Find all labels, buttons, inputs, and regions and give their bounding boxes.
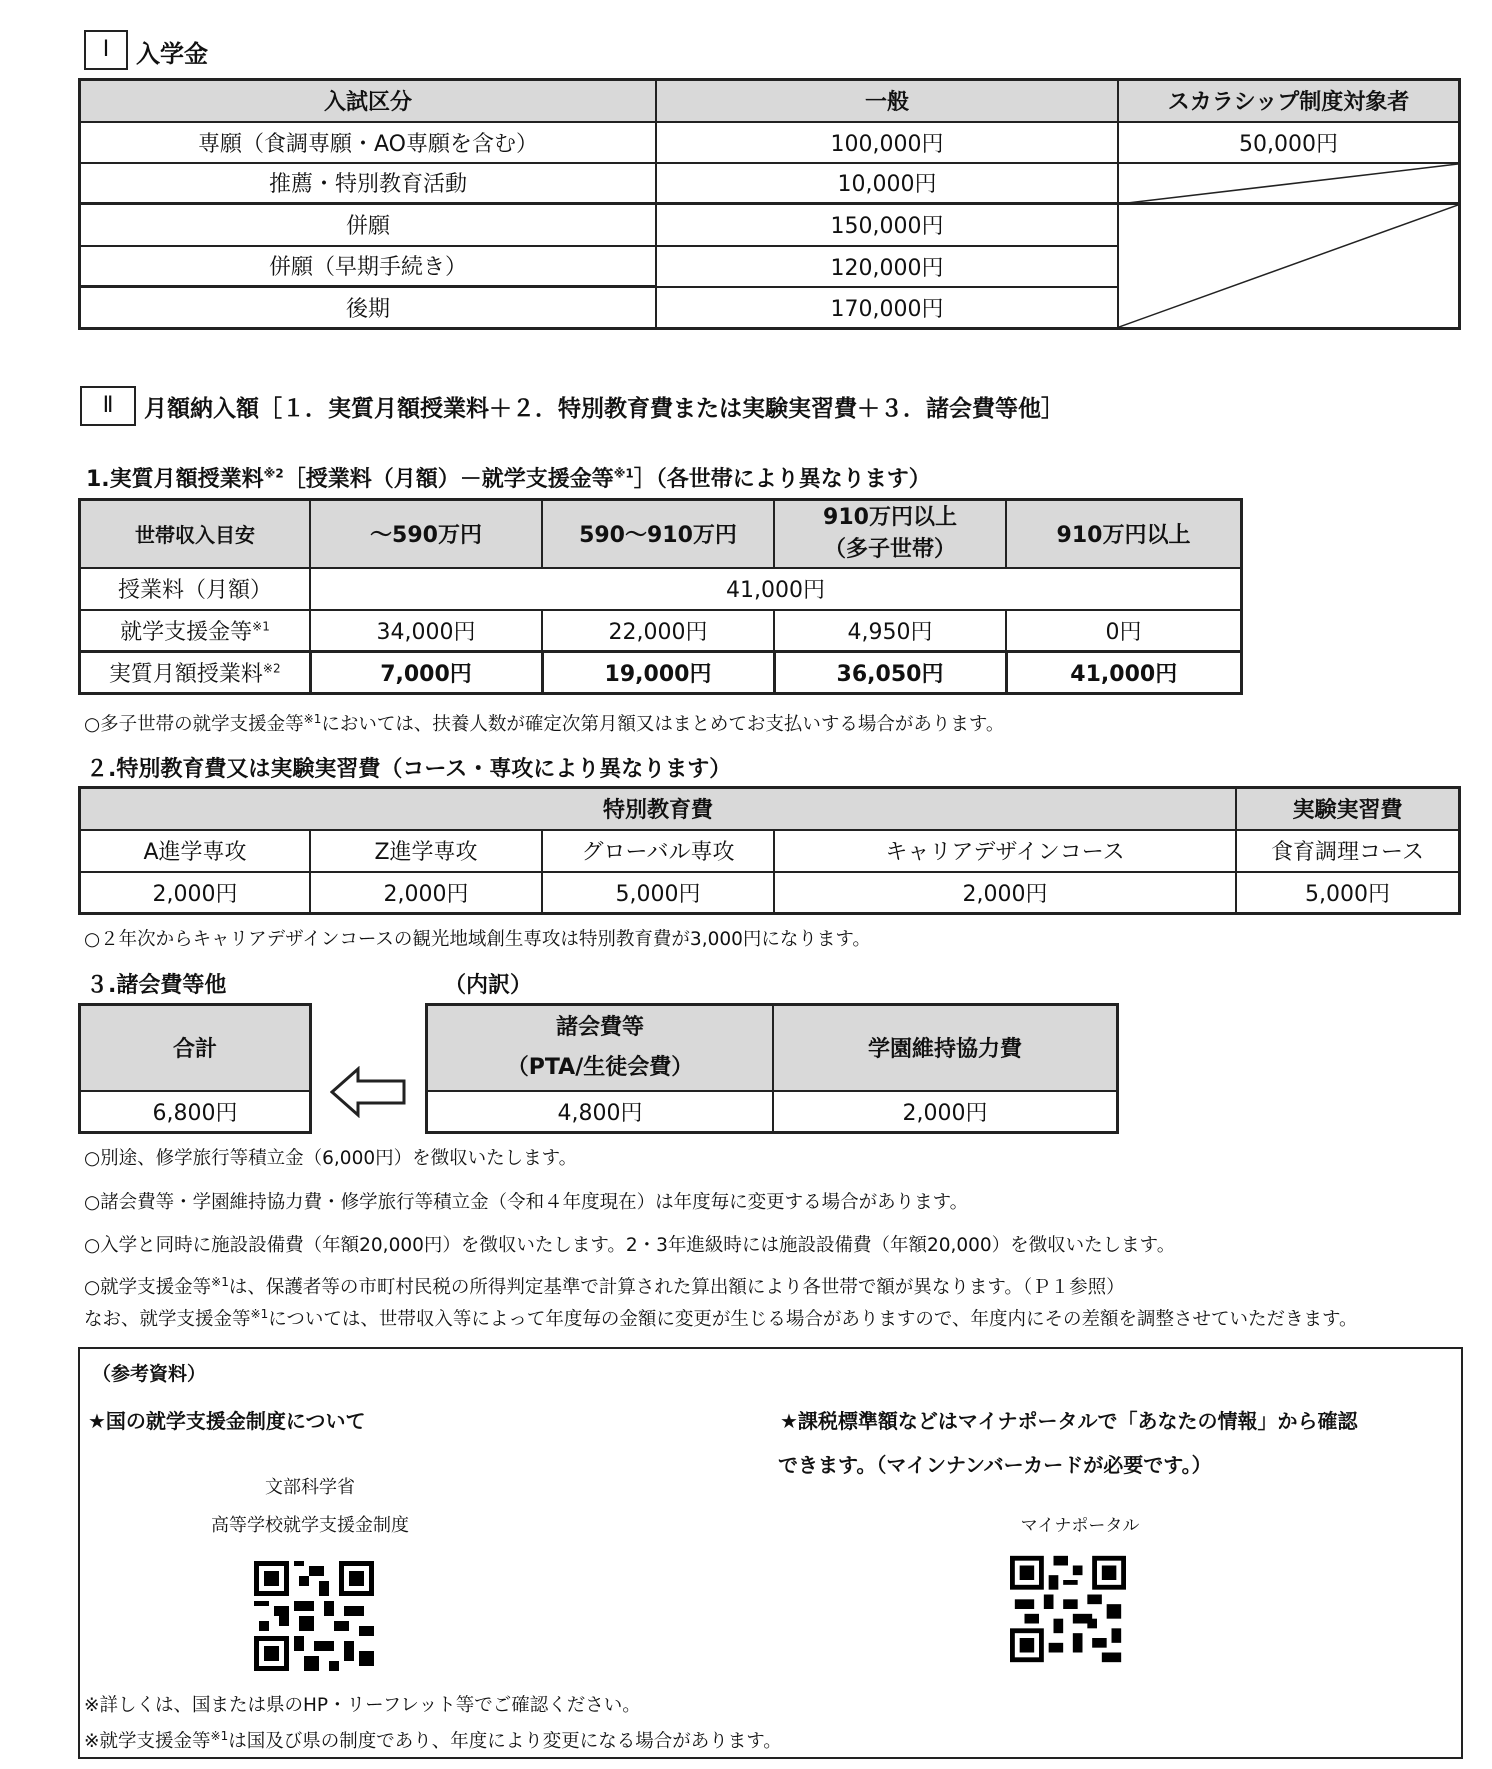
table-row: [80, 830, 1460, 872]
reference-left-heading: ★国の就学支援金制度について: [88, 1409, 366, 1433]
note-text: については、世帯収入等によって年度毎の金額に変更が生じる場合がありますので、年度内にその差額を調整させていただきます。: [268, 1309, 1358, 1330]
support-value: 4,950円: [774, 610, 1006, 652]
table-row: [80, 872, 1460, 914]
entrance-fee-table: [78, 78, 1461, 330]
course-amount: 2,000円: [774, 872, 1236, 914]
actual-value: 36,050円: [774, 652, 1006, 694]
section-number-2: Ⅱ: [80, 386, 136, 426]
breakdown-label: （内訳）: [444, 973, 533, 998]
row-general: 170,000円: [656, 287, 1118, 329]
special-fee-table: [78, 786, 1461, 915]
row-label: [80, 652, 311, 694]
maintenance-value: 2,000円: [773, 1091, 1118, 1133]
header-maintenance: 学園維持協力費: [773, 1005, 1118, 1091]
note-text: ○多子世帯の就学支援金等: [84, 714, 304, 735]
tuition-note: [84, 710, 1004, 736]
diagonal-cell: [1118, 204, 1460, 329]
header-income: 世帯収入目安: [80, 500, 311, 568]
support-value: 0円: [1006, 610, 1242, 652]
left-arrow-icon: [330, 1066, 408, 1118]
row-label: 推薦・特別教育活動: [80, 163, 657, 204]
course-amount: 5,000円: [542, 872, 774, 914]
footnote-mark: ※1: [250, 1306, 269, 1321]
fee-value: 4,800円: [427, 1091, 774, 1133]
reference-box: [78, 1347, 1463, 1759]
row-label: 併願（早期手続き）: [80, 246, 657, 287]
note-3: ○入学と同時に施設設備費（年額20,000円）を徴収いたします。2・3年進級時には施設設備費（年額20,000）を徴収いたします。: [84, 1235, 1176, 1256]
header-line: 910万円以上: [823, 504, 957, 530]
reference-right-heading-2: できます。（マインナンバーカードが必要です。）: [778, 1453, 1212, 1477]
table-row: [80, 204, 1460, 246]
table-row: [80, 163, 1460, 204]
reference-left-line2: 高等学校就学支援金制度: [211, 1515, 409, 1536]
heading-text: ［授業料（月額）－就学支援金等: [283, 467, 614, 492]
note-text: ○就学支援金等: [84, 1277, 212, 1298]
table-row: [80, 652, 1242, 694]
row-general: 10,000円: [656, 163, 1118, 204]
header-income-1: ～590万円: [310, 500, 542, 568]
course-amount: 5,000円: [1236, 872, 1460, 914]
header-income-4: 910万円以上: [1006, 500, 1242, 568]
course-name: キャリアデザインコース: [774, 830, 1236, 872]
reference-right-heading-1: ★課税標準額などはマイナポータルで「あなたの情報」から確認: [780, 1409, 1358, 1433]
note-text: ※就学支援金等: [84, 1731, 211, 1752]
course-amount: 2,000円: [80, 872, 311, 914]
note-5: [84, 1305, 1358, 1331]
header-line: （PTA/生徒会費）: [506, 1054, 694, 1080]
note-text: は国及び県の制度であり、年度により変更になる場合があります。: [228, 1731, 782, 1752]
course-name: 食育調理コース: [1236, 830, 1460, 872]
label-text: 実質月額授業料: [108, 662, 263, 687]
note-text: なお、就学支援金等: [84, 1309, 251, 1330]
header-scholarship: スカラシップ制度対象者: [1118, 80, 1460, 122]
row-scholarship: 50,000円: [1118, 122, 1460, 163]
total-value: 6,800円: [80, 1091, 311, 1133]
row-general: 100,000円: [656, 122, 1118, 163]
header-income-3: [774, 500, 1006, 568]
table-row: [80, 122, 1460, 163]
row-label: 後期: [80, 287, 657, 329]
row-label: 併願: [80, 204, 657, 246]
note-text: は、保護者等の市町村民税の所得判定基準で計算された算出額により各世帯で額が異なります。（Ｐ１参照）: [228, 1277, 1125, 1298]
footnote-mark: ※1: [211, 1274, 229, 1289]
breakdown-table: [425, 1003, 1119, 1134]
header-line: （多子世帯）: [823, 536, 956, 562]
course-name: グローバル専攻: [542, 830, 774, 872]
row-label: [80, 610, 311, 652]
note-1: ○別途、修学旅行等積立金（6,000円）を徴収いたします。: [84, 1148, 578, 1169]
header-fees: [427, 1005, 774, 1091]
section-number-1: Ⅰ: [84, 30, 128, 70]
total-table: [78, 1003, 312, 1134]
note-text: においては、扶養人数が確定次第月額又はまとめてお支払いする場合があります。: [321, 714, 1005, 735]
row-general: 120,000円: [656, 246, 1118, 287]
row-label: 専願（食調専願・AO専願を含む）: [80, 122, 657, 163]
header-special-education: 特別教育費: [80, 788, 1237, 830]
table-row: [80, 610, 1242, 652]
special-fee-heading: ２.特別教育費又は実験実習費（コース・専攻により異なります）: [86, 757, 732, 782]
note-4: [84, 1273, 1125, 1299]
heading-text: 1.実質月額授業料: [86, 467, 264, 492]
section-title-1: 入学金: [136, 40, 208, 68]
diagonal-cell: [1118, 163, 1460, 204]
course-name: Z進学専攻: [310, 830, 542, 872]
qr-code-icon[interactable]: [254, 1561, 374, 1671]
header-income-2: 590～910万円: [542, 500, 774, 568]
note-2: ○諸会費等・学園維持協力費・修学旅行等積立金（令和４年度現在）は年度毎に変更する場合があります。: [84, 1192, 969, 1213]
footnote-mark: ※1: [252, 619, 270, 634]
reference-title: （参考資料）: [92, 1363, 207, 1385]
diagonal-line: [1119, 164, 1458, 204]
support-value: 22,000円: [542, 610, 774, 652]
support-value: 34,000円: [310, 610, 542, 652]
course-amount: 2,000円: [310, 872, 542, 914]
reference-footer-2: [84, 1727, 782, 1753]
course-name: A進学専攻: [80, 830, 311, 872]
header-line: 諸会費等: [555, 1014, 644, 1040]
footnote-mark: ※1: [210, 1728, 229, 1743]
actual-value: 19,000円: [542, 652, 774, 694]
tuition-heading: [86, 462, 931, 493]
header-exam-type: 入試区分: [80, 80, 657, 122]
diagonal-line: [1119, 205, 1458, 327]
heading-text: ］（各世帯により異なります）: [633, 467, 931, 492]
label-text: 就学支援金等: [120, 619, 253, 645]
table-row: [80, 568, 1242, 610]
row-general: 150,000円: [656, 204, 1118, 246]
reference-left-line1: 文部科学省: [265, 1477, 355, 1498]
header-general: 一般: [656, 80, 1118, 122]
row-label: 授業料（月額）: [80, 568, 311, 610]
section-title-2: 月額納入額［１．実質月額授業料＋２．特別教育費または実験実習費＋３．諸会費等他］: [144, 396, 1064, 422]
footnote-mark: ※1: [613, 466, 634, 481]
footnote-mark: ※1: [303, 711, 322, 726]
actual-value: 41,000円: [1006, 652, 1242, 694]
misc-fee-heading: ３.諸会費等他: [86, 973, 227, 998]
actual-value: 7,000円: [310, 652, 542, 694]
reference-footer-1: ※詳しくは、国または県のHP・リーフレット等でご確認ください。: [84, 1695, 641, 1716]
footnote-mark: ※2: [262, 661, 281, 676]
header-lab-fee: 実験実習費: [1236, 788, 1460, 830]
footnote-mark: ※2: [263, 466, 284, 481]
special-fee-note: ○２年次からキャリアデザインコースの観光地域創生専攻は特別教育費が3,000円になります。: [84, 929, 871, 950]
qr-code-icon[interactable]: [1010, 1555, 1126, 1663]
tuition-value: 41,000円: [310, 568, 1242, 610]
header-total: 合計: [80, 1005, 311, 1091]
reference-right-label: マイナポータル: [1020, 1516, 1140, 1536]
tuition-table: [78, 498, 1243, 695]
